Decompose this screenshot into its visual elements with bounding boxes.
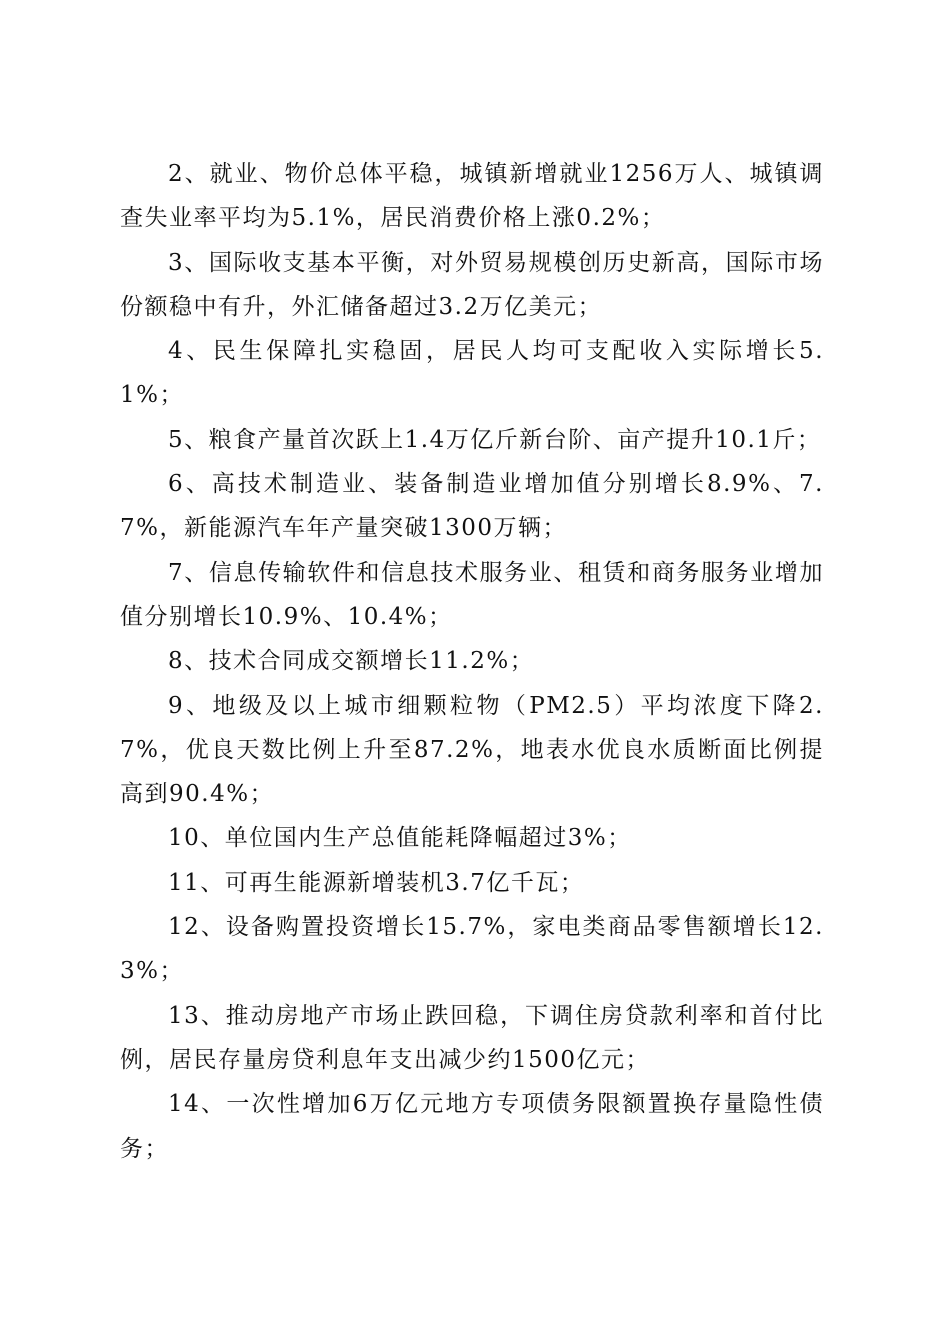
- paragraph-item-7: 7、信息传输软件和信息技术服务业、租赁和商务服务业增加值分别增长10.9%、10.4%；: [120, 559, 824, 630]
- paragraph-item-10: 10、单位国内生产总值能耗降幅超过3%；: [168, 825, 632, 852]
- paragraph-item-4: 4、民生保障扎实稳固，居民人均可支配收入实际增长5.1%；: [120, 338, 824, 409]
- paragraph-item-12: 12、设备购置投资增长15.7%，家电类商品零售额增长12.3%；: [120, 914, 824, 985]
- paragraph-item-8: 8、技术合同成交额增长11.2%；: [168, 648, 535, 675]
- paragraph-item-11: 11、可再生能源新增装机3.7亿千瓦；: [168, 869, 585, 896]
- paragraph-item-2: 2、就业、物价总体平稳，城镇新增就业1256万人、城镇调查失业率平均为5.1%，居民消费价格上涨0.2%；: [120, 161, 824, 232]
- paragraph-item-6: 6、高技术制造业、装备制造业增加值分别增长8.9%、7.7%，新能源汽车年产量突破1300万辆；: [120, 471, 824, 542]
- paragraph-item-14: 14、一次性增加6万亿元地方专项债务限额置换存量隐性债务；: [120, 1091, 824, 1162]
- paragraph-item-3: 3、国际收支基本平衡，对外贸易规模创历史新高，国际市场份额稳中有升，外汇储备超过3.2万亿美元；: [120, 249, 824, 320]
- document-body: [120, 152, 824, 1171]
- paragraph-item-9: 9、地级及以上城市细颗粒物（PM2.5）平均浓度下降2.7%，优良天数比例上升至87.2%，地表水优良水质断面比例提高到90.4%；: [120, 692, 824, 808]
- paragraph-item-5: 5、粮食产量首次跃上1.4万亿斤新台阶、亩产提升10.1斤；: [168, 426, 822, 453]
- paragraph-item-13: 13、推动房地产市场止跌回稳，下调住房贷款利率和首付比例，居民存量房贷利息年支出减少约1500亿元；: [120, 1002, 824, 1073]
